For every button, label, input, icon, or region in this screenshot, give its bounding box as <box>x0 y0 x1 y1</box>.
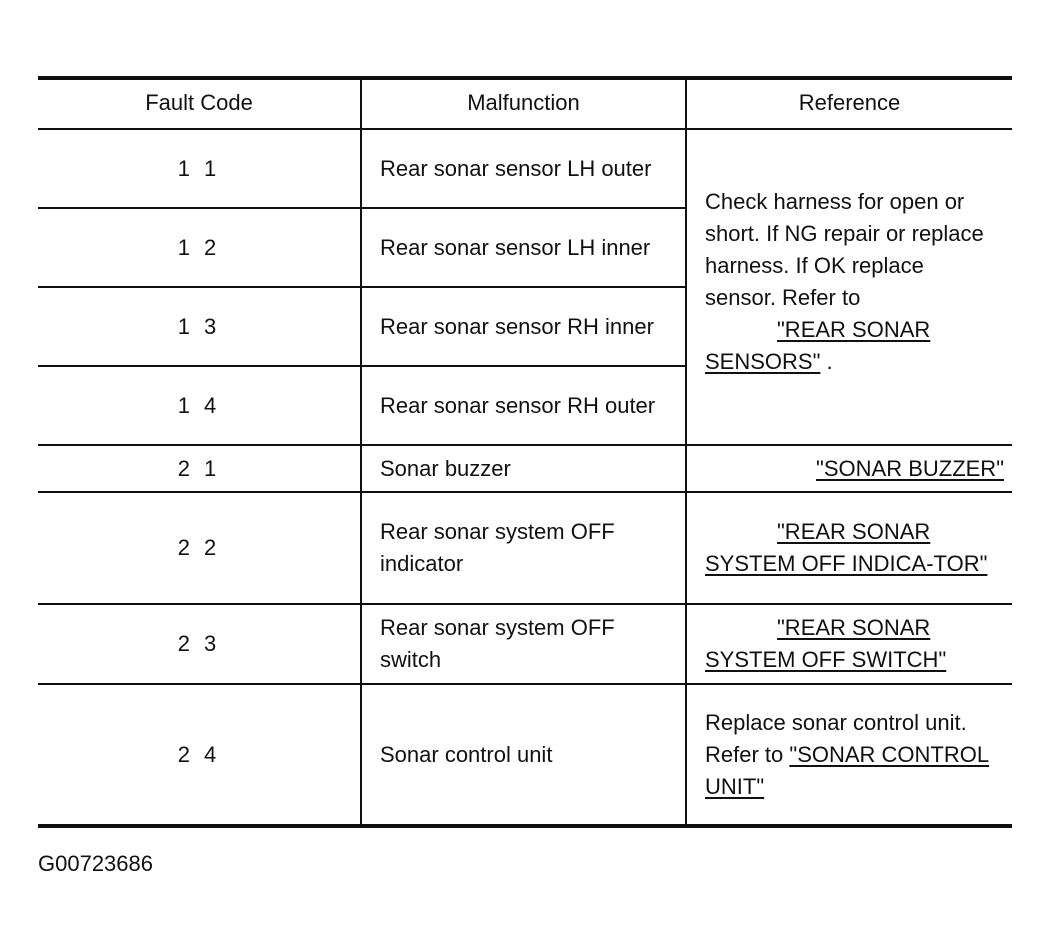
reference-link-sonar-buzzer[interactable]: "SONAR BUZZER" <box>816 455 1004 481</box>
table-row <box>38 129 1012 208</box>
malfunction-cell: Rear sonar system OFF switch <box>361 604 686 684</box>
reference-cell-buzzer <box>686 445 1012 492</box>
fault-code-cell: 2 4 <box>38 684 361 826</box>
header-malfunction: Malfunction <box>361 78 686 129</box>
fault-code-cell: 1 2 <box>38 208 361 287</box>
table-row <box>38 684 1012 826</box>
fault-code-cell: 1 4 <box>38 366 361 445</box>
header-fault-code: Fault Code <box>38 78 361 129</box>
fault-code-cell: 2 1 <box>38 445 361 492</box>
malfunction-cell: Rear sonar sensor LH outer <box>361 129 686 208</box>
table-row <box>38 604 1012 684</box>
fault-code-table <box>38 76 1012 828</box>
reference-link-rear-sonar-sensors[interactable]: "REAR SONAR SENSORS" <box>705 317 931 374</box>
table-header-row <box>38 78 1012 129</box>
malfunction-cell: Rear sonar sensor RH inner <box>361 287 686 366</box>
reference-cell-indicator <box>686 492 1012 604</box>
reference-text: Replace sonar control unit. Refer to <box>705 709 967 767</box>
reference-link-rear-sonar-system-off-switch[interactable]: "REAR SONAR SYSTEM OFF SWITCH" <box>705 615 947 672</box>
reference-cell-switch <box>686 604 1012 684</box>
malfunction-cell: Sonar control unit <box>361 684 686 826</box>
malfunction-cell: Sonar buzzer <box>361 445 686 492</box>
fault-code-cell: 2 3 <box>38 604 361 684</box>
fault-code-cell: 2 2 <box>38 492 361 604</box>
malfunction-cell: Rear sonar system OFF indicator <box>361 492 686 604</box>
reference-link-sonar-control-unit[interactable]: "SONAR CONTROL UNIT" <box>705 741 990 799</box>
reference-suffix: . <box>826 349 833 374</box>
fault-code-cell: 1 1 <box>38 129 361 208</box>
table-row <box>38 492 1012 604</box>
reference-text: Check harness for open or short. If NG repair or replace harness. If OK replace sensor. Refer to <box>705 189 984 310</box>
table-row <box>38 445 1012 492</box>
fault-code-cell: 1 3 <box>38 287 361 366</box>
reference-cell-control-unit <box>686 684 1012 826</box>
malfunction-cell: Rear sonar sensor LH inner <box>361 208 686 287</box>
figure-id: G00723686 <box>38 851 153 876</box>
header-reference: Reference <box>686 78 1012 129</box>
reference-cell-sensors <box>686 129 1012 445</box>
malfunction-cell: Rear sonar sensor RH outer <box>361 366 686 445</box>
reference-link-rear-sonar-system-off-indicator[interactable]: "REAR SONAR SYSTEM OFF INDICA-TOR" <box>705 519 988 576</box>
